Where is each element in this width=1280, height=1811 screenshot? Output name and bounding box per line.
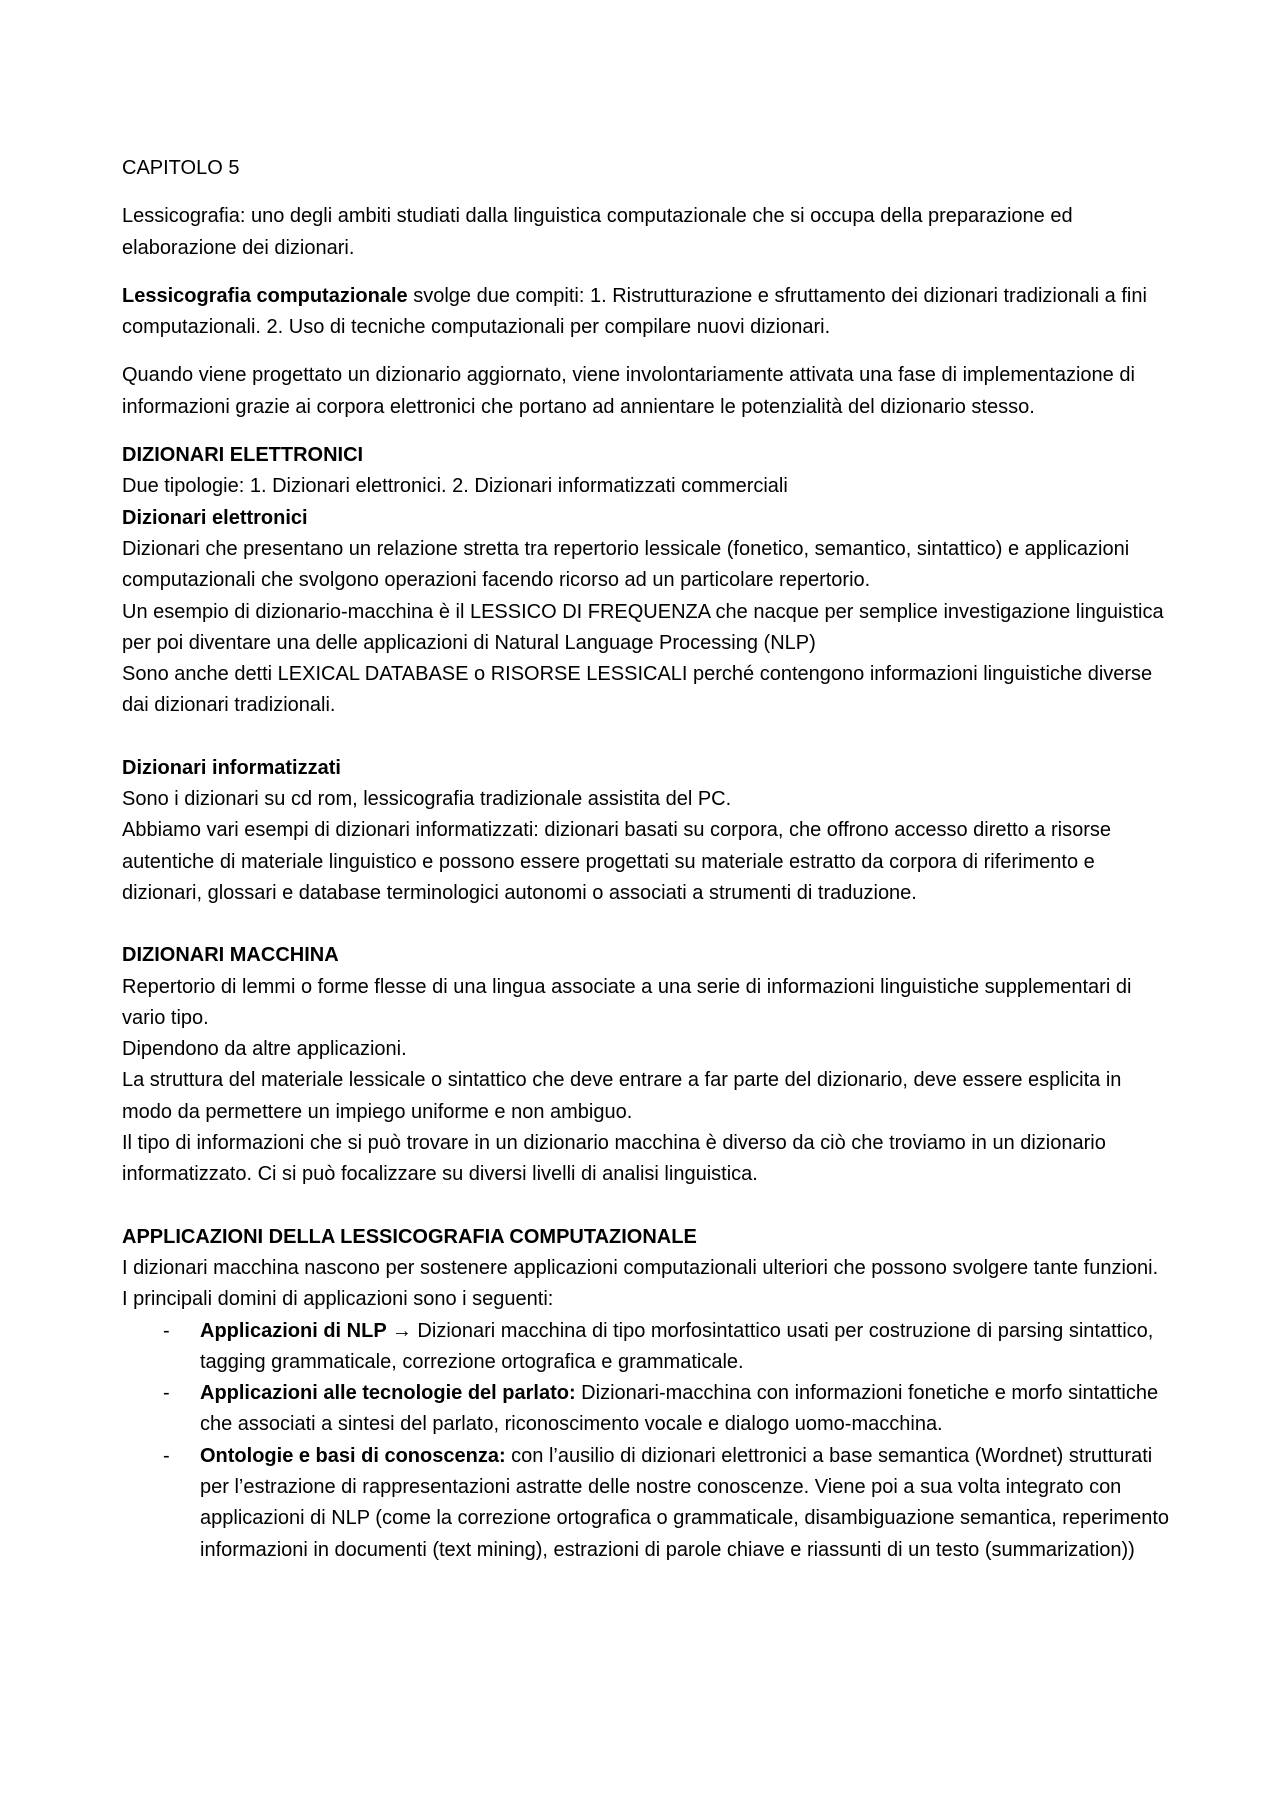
list-item [122,1441,1172,1566]
bullet-term: Applicazioni di NLP → [200,1319,412,1342]
document-page [122,153,1172,1597]
computerized-line: Sono i dizionari su cd rom, lessicografia tradizionale assistita del PC. [122,788,732,811]
list-item [122,1378,1172,1441]
chapter-title: CAPITOLO 5 [122,157,240,179]
bullet-text: Dizionari-macchina con informazioni fonetiche e morfo sintattiche che associati a sintesi del parlato, riconoscimento vocale e dialogo uomo-macchina. [200,1382,1159,1436]
bullet-text: con l’ausilio di dizionari elettronici a base semantica (Wordnet) strutturati per l’estrazione di rappresentazioni astratte delle nostre conoscenze. Viene poi a sua volta integrato con applicazioni di NLP (come la correzione ortografica o grammaticale, disambiguazione semantica, reperimento informazioni in documenti (text mining), estrazioni di parole chiave e riassunti di un testo (summarization)) [200,1444,1169,1561]
machine-line: Repertorio di lemmi o forme flesse di una lingua associate a una serie di informazioni linguistiche supplementari di vario tipo. [122,975,1132,1029]
bullet-dash: - [163,1382,170,1405]
computational-lexicography-paragraph [122,281,1172,344]
electronic-dictionaries-section [122,440,1172,722]
computerized-line: Abbiamo vari esempi di dizionari informatizzati: dizionari basati su corpora, che offrono accesso diretto a risorse autentiche di materiale linguistico e possono essere progettati su materiale estratto da corpora di riferimento e dizionari, glossari e database terminologici autonomi o associati a strumenti di traduzione. [122,819,1111,904]
machine-dictionaries-section [122,940,1172,1190]
electronic-line: Un esempio di dizionario-macchina è il LESSICO DI FREQUENZA che nacque per semplice investigazione linguistica per poi diventare una delle applicazioni di Natural Language Processing (NLP) [122,600,1164,654]
list-item [122,1316,1172,1379]
computerized-dictionaries-section [122,753,1172,909]
machine-line: La struttura del materiale lessicale o sintattico che deve entrare a far parte del dizionario, deve essere esplicita in modo da permettere un impiego uniforme e non ambiguo. [122,1069,1122,1123]
applications-line: I dizionari macchina nascono per sostenere applicazioni computazionali ulteriori che possono svolgere tante funzioni. [122,1256,1159,1279]
machine-dictionaries-heading: DIZIONARI MACCHINA [122,944,339,967]
applications-line: I principali domini di applicazioni sono i seguenti: [122,1288,554,1311]
computational-lexicography-text: svolge due compiti: 1. Ristrutturazione e sfruttamento dei dizionari tradizionali a fini computazionali. 2. Uso di tecniche computazionali per compilare nuovi dizionari. [122,284,1147,339]
electronic-dictionaries-heading: DIZIONARI ELETTRONICI [122,444,364,467]
bullet-dash: - [163,1444,170,1467]
electronic-dictionaries-subheading: Dizionari elettronici [122,506,308,529]
bullet-text: Dizionari macchina di tipo morfosintattico usati per costruzione di parsing sintattico, tagging grammaticale, correzione ortografica e grammaticale. [200,1319,1154,1373]
electronic-line: Dizionari che presentano un relazione stretta tra repertorio lessicale (fonetico, semantico, sintattico) e applicazioni computazionali che svolgono operazioni facendo ricorso ad un particolare repertorio. [122,537,1130,592]
bullet-term: Ontologie e basi di conoscenza: [200,1444,506,1467]
intro-paragraph: Lessicografia: uno degli ambiti studiati dalla linguistica computazionale che si occupa della preparazione ed elaborazione dei dizionari. [122,205,1073,259]
dictionary-types-line: Due tipologie: 1. Dizionari elettronici. 2. Dizionari informatizzati commerciali [122,475,788,498]
bullet-term: Applicazioni alle tecnologie del parlato: [200,1382,576,1405]
applications-section [122,1222,1172,1566]
updated-dictionary-paragraph: Quando viene progettato un dizionario aggiornato, viene involontariamente attivata una fase di implementazione di informazioni grazie ai corpora elettronici che portano ad annientare le potenzialità del dizionario stesso. [122,364,1135,418]
machine-line: Dipendono da altre applicazioni. [122,1038,407,1061]
computerized-dictionaries-subheading: Dizionari informatizzati [122,756,341,779]
electronic-line: Sono anche detti LEXICAL DATABASE o RISORSE LESSICALI perché contengono informazioni linguistiche diverse dai dizionari tradizionali. [122,663,1153,717]
computational-lexicography-term: Lessicografia computazionale [122,284,408,307]
applications-list [122,1316,1172,1566]
bullet-dash: - [163,1319,170,1342]
applications-heading: APPLICAZIONI DELLA LESSICOGRAFIA COMPUTAZIONALE [122,1225,697,1248]
machine-line: Il tipo di informazioni che si può trovare in un dizionario macchina è diverso da ciò che troviamo in un dizionario informatizzato. Ci si può focalizzare su diversi livelli di analisi linguistica. [122,1132,1106,1186]
